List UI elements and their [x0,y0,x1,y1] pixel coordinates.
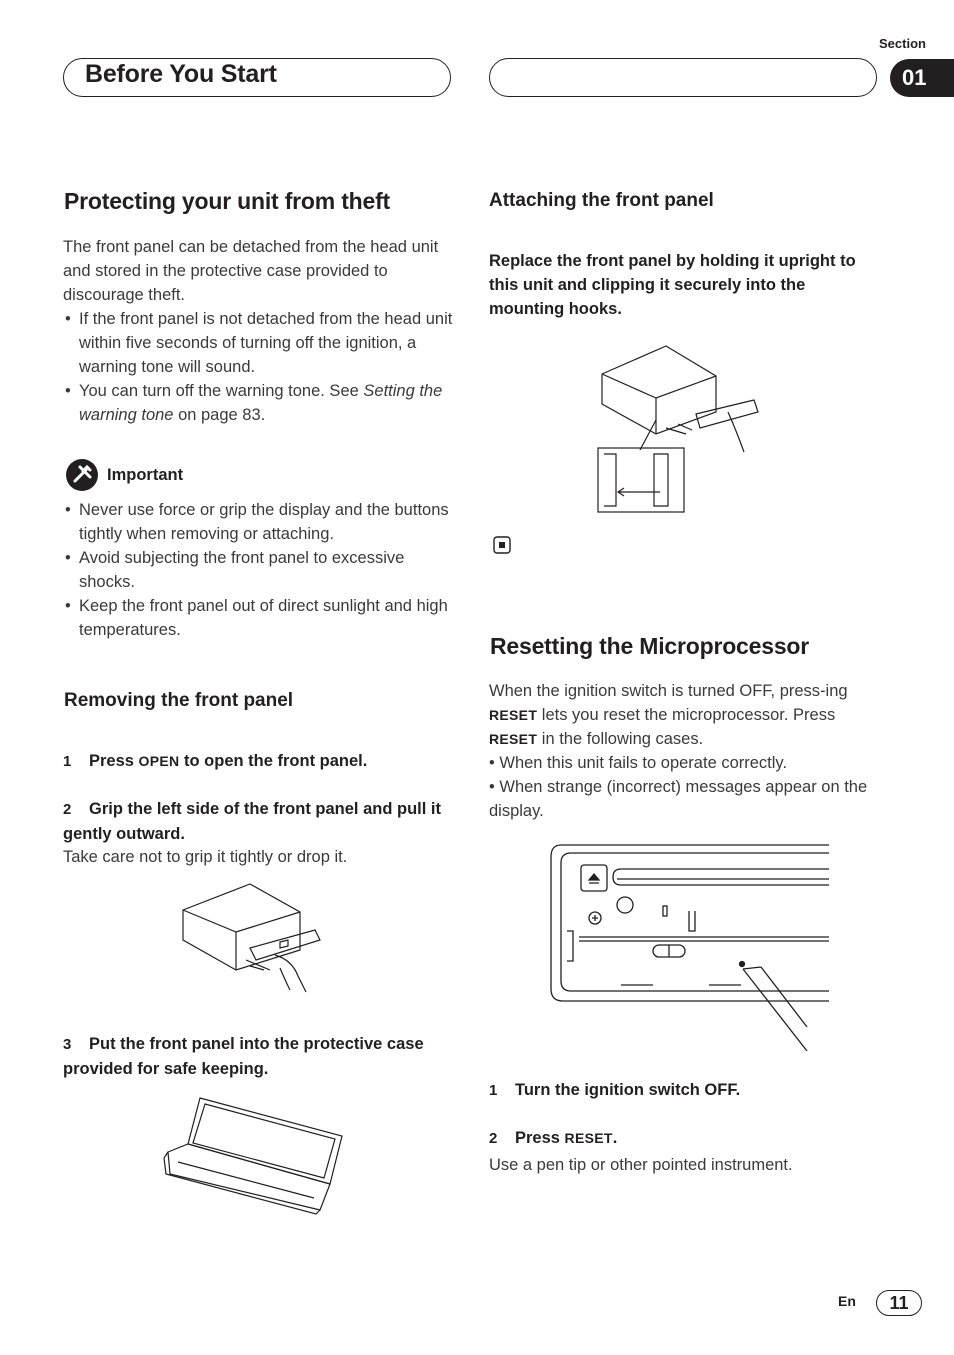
important-list [63,498,455,642]
cross-reference: Setting the warning tone [79,382,443,424]
resetting-step-1: 1 Turn the ignition switch OFF. [489,1081,741,1099]
page-number: 11 [889,1293,909,1313]
theft-intro: The front panel can be detached from the head unit and stored in the protective case provided to discourage theft. [63,238,439,304]
removing-step-2: 2 Grip the left side of the front panel and pull it gently outward. [63,800,442,843]
resetting-step-2: 2 Press RESET. [489,1129,618,1147]
resetting-intro: When the ignition switch is turned OFF, press-ing RESET lets you reset the microprocessor. Press RESET in the following cases. [489,682,848,748]
removing-heading: Removing the front panel [64,690,294,711]
important-item-3: • Keep the front panel out of direct sunlight and high temperatures. [63,594,455,642]
theft-bullet-2: • You can turn off the warning tone. See Setting the warning tone on page 83. [63,379,453,427]
theft-body [63,235,453,427]
end-of-section-icon [493,536,511,554]
resetting-bullet-2: • When strange (incorrect) messages appear on the display. [489,778,868,820]
removing-step-2-note: Take care not to grip it tightly or drop it. [63,848,348,866]
resetting-body [489,679,869,823]
protective-case-illustration [160,1092,345,1217]
resetting-bullet-1: • When this unit fails to operate correctly. [489,754,788,772]
header-right-frame [489,58,877,97]
important-icon [65,458,99,492]
important-item-2: • Avoid subjecting the front panel to excessive shocks. [63,546,455,594]
removing-panel-illustration [180,880,330,1005]
attaching-panel-illustration [596,342,761,514]
removing-step-3: 3 Put the front panel into the protective case provided for safe keeping. [63,1035,424,1078]
section-number-badge: 01 [890,59,954,97]
theft-heading: Protecting your unit from theft [64,188,391,214]
section-label: Section [879,36,926,51]
attaching-heading: Attaching the front panel [489,190,714,211]
resetting-step-2-note: Use a pen tip or other pointed instrument. [489,1156,793,1174]
theft-bullet-1: • If the front panel is not detached from the head unit within five seconds of turning off the ignition, a warning tone will sound. [63,307,453,379]
important-item-1: • Never use force or grip the display and the buttons tightly when removing or attaching. [63,498,455,546]
resetting-heading: Resetting the Microprocessor [490,633,810,659]
removing-step-1: 1 Press OPEN to open the front panel. [63,752,368,770]
reset-button-illustration [549,843,831,1051]
important-label: Important [107,466,184,484]
footer-language: En [838,1293,856,1309]
attaching-instruction: Replace the front panel by holding it upright to this unit and clipping it securely into the mounting hooks. [489,252,856,318]
page-title: Before You Start [85,60,277,88]
